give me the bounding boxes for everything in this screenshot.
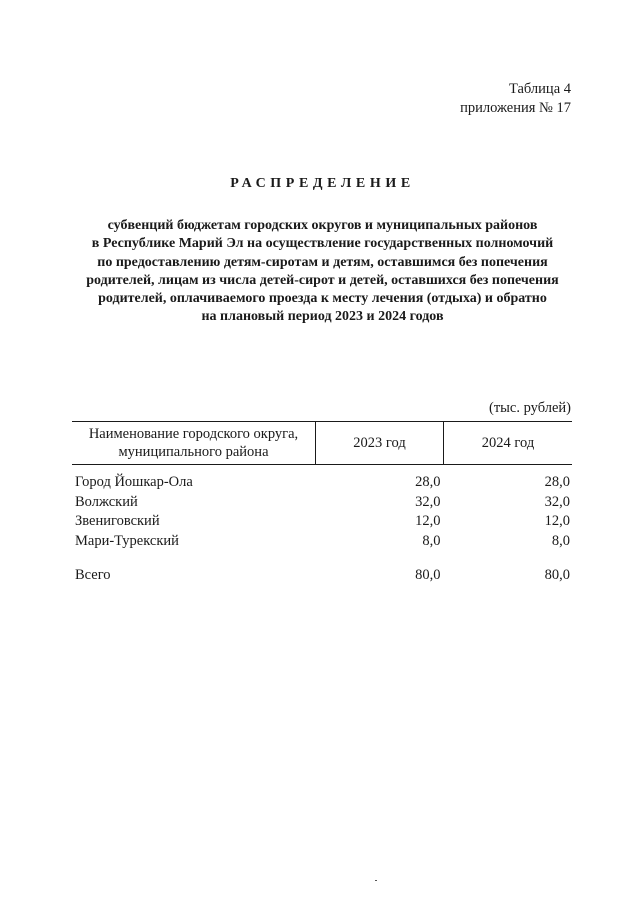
subtitle-line: по предоставлению детям-сиротам и детям, оставшимся без попечения — [97, 254, 548, 270]
municipality-name: Волжский — [75, 493, 138, 510]
table-spacer-row — [72, 551, 572, 566]
value-2023: 12,0 — [415, 513, 441, 529]
column-header-2024: 2024 год — [444, 422, 573, 465]
subtitle-line: родителей, лицам из числа детей-сирот и детей, оставшихся без попечения — [86, 272, 559, 288]
table-row — [72, 512, 572, 532]
value-2024: 8,0 — [551, 532, 570, 549]
table-total-row — [72, 566, 572, 586]
subtitle-line: в Республике Марий Эл на осуществление государственных полномочий — [91, 236, 554, 252]
table-header-row — [72, 422, 572, 465]
value-2024: 12,0 — [544, 513, 570, 529]
document-heading: РАСПРЕДЕЛЕНИЕ — [230, 176, 415, 191]
value-2023: 28,0 — [415, 474, 441, 490]
appendix-number: приложения № 17 — [460, 100, 571, 116]
value-2024: 28,0 — [544, 474, 570, 490]
total-label: Всего — [75, 567, 111, 583]
value-2023: 8,0 — [422, 532, 441, 549]
table-number: Таблица 4 — [508, 81, 571, 97]
municipality-name: Звениговский — [75, 513, 160, 529]
table-row — [72, 493, 572, 513]
subtitle-line: на плановый период 2023 и 2024 годов — [201, 309, 444, 325]
subtitle-line: родителей, оплачиваемого проезда к месту лечения (отдыха) и обратно — [98, 291, 547, 307]
value-2023: 32,0 — [415, 493, 441, 510]
units-label: (тыс. рублей) — [489, 400, 571, 416]
table-row — [72, 465, 572, 493]
document-subtitle — [70, 217, 575, 327]
total-2023: 80,0 — [415, 567, 441, 583]
column-header-name: Наименование городского округа, муниципального района — [72, 422, 316, 465]
municipality-name: Мари-Турекский — [75, 532, 179, 549]
municipality-name: Город Йошкар-Ола — [75, 474, 193, 490]
annex-reference — [460, 80, 571, 118]
value-2024: 32,0 — [544, 493, 570, 510]
subtitle-line: субвенций бюджетам городских округов и муниципальных районов — [107, 218, 538, 233]
table-row — [72, 532, 572, 552]
total-2024: 80,0 — [544, 567, 570, 583]
allocation-table — [72, 421, 572, 586]
scan-speck — [375, 880, 377, 881]
column-header-2023: 2023 год — [316, 422, 444, 465]
